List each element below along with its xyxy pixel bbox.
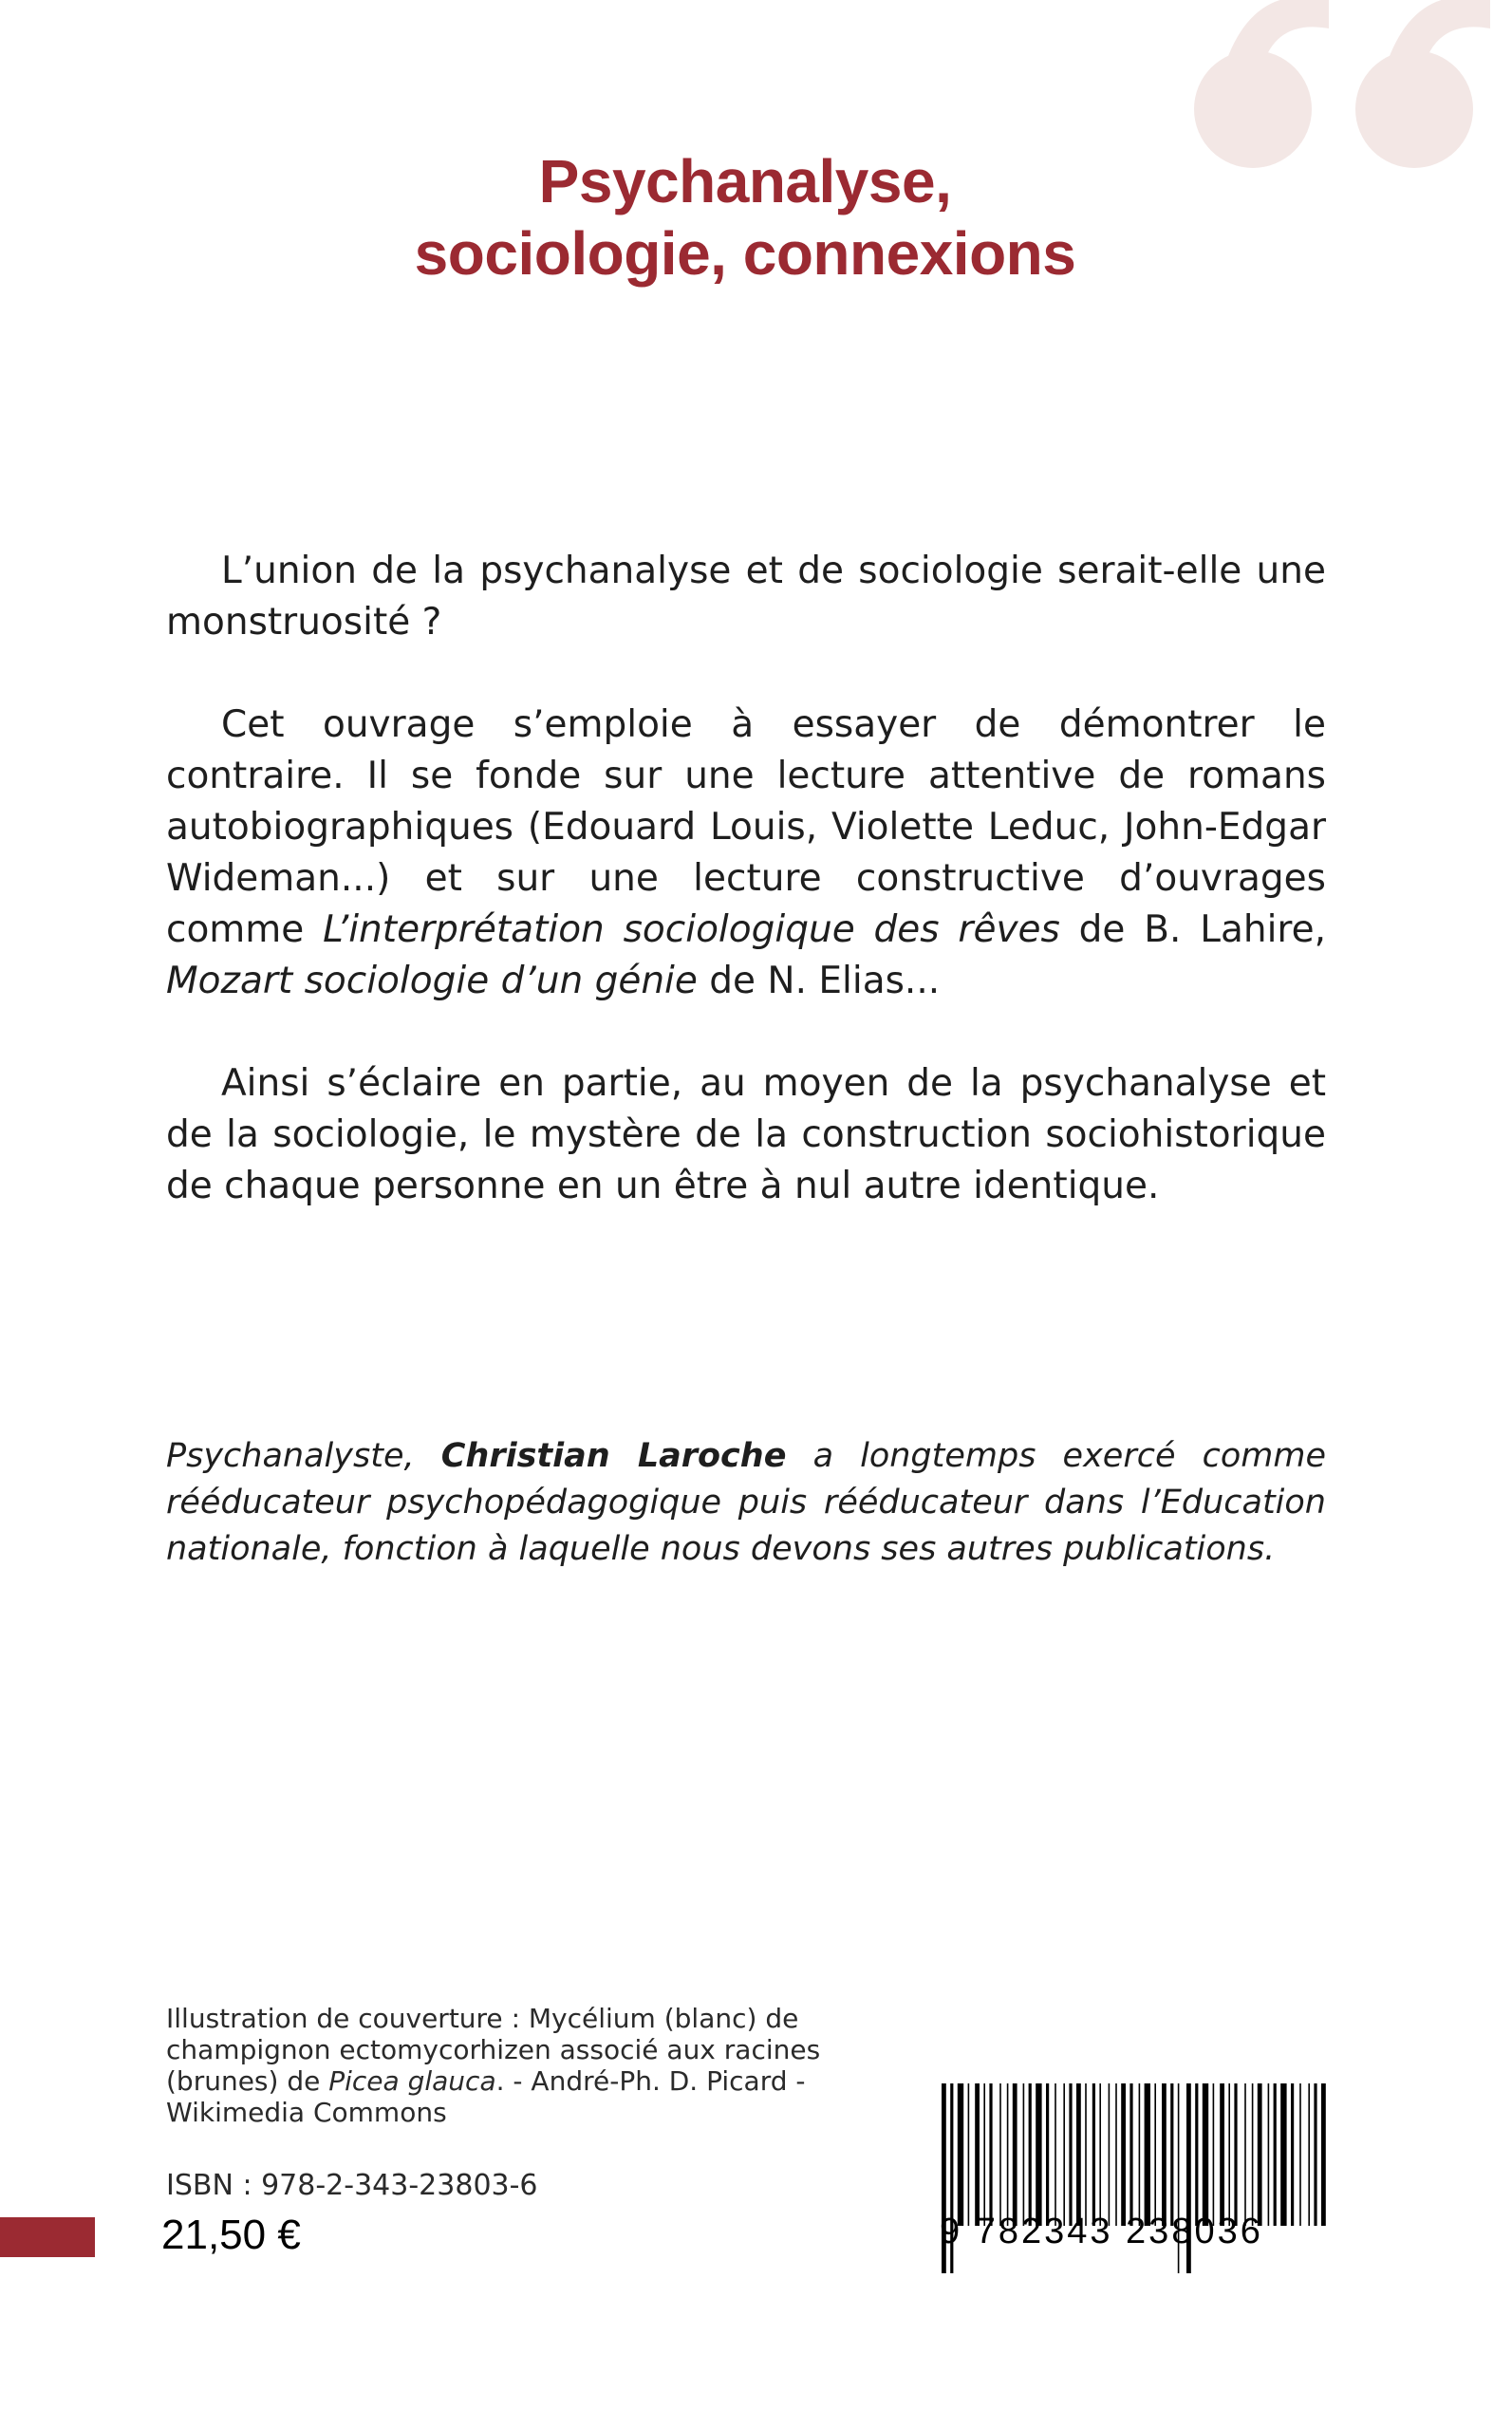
barcode-bar [1013,2083,1017,2226]
barcode-bar [1121,2083,1126,2226]
barcode-bar [1244,2083,1246,2226]
barcode-bar [1023,2083,1025,2226]
barcode-bar [1145,2083,1150,2226]
cover-credits-text-b: . - André-Ph. D. Picard - Wikimedia Commons [166,2065,806,2128]
barcode-bar [1069,2083,1072,2226]
barcode-bar [1007,2083,1009,2226]
blurb-p2-text-a: Cet ouvrage s’emploie à essayer de démontrer le contraire. Il se fonde sur une lecture attentive de romans autobiographiques (Edouard Louis, Violette Leduc, John-Edgar Wideman...) et sur une lecture constructive d’ouvrages comme [166,703,1326,951]
author-name: Christian Laroche [440,1437,787,1475]
blurb-p2-text-b: de B. Lahire, [1059,908,1326,951]
barcode-bar [1213,2083,1215,2226]
isbn: ISBN : 978-2-343-23803-6 [166,2169,538,2202]
barcode-bar [1291,2083,1294,2226]
barcode-bar [1092,2083,1095,2226]
barcode-bar [1115,2083,1117,2226]
barcode-bar [1321,2083,1326,2226]
cover-credits-text-a: Illustration de couverture : Mycélium (blanc) de champignon ectomycorhizen associé aux racines (brunes) de [166,2003,821,2097]
barcode-bar [1280,2083,1286,2226]
barcode-bar [1203,2083,1208,2226]
cover-credits [166,2003,849,2128]
barcode-bar [958,2083,963,2226]
barcode-bar [1029,2083,1032,2226]
barcode-bar [1109,2083,1111,2226]
blurb-paragraph-1: L’union de la psychanalyse et de sociologie serait-elle une monstruosité ? [166,550,1326,644]
book-reference-lahire: L’interprétation sociologique des rêves [323,908,1060,951]
barcode-bar [968,2083,970,2226]
barcode-bar [1139,2083,1141,2226]
barcode-bar [975,2083,980,2226]
blurb-paragraph-2 [166,700,1326,1007]
barcode-bar [1162,2083,1167,2226]
blurb [166,546,1326,1263]
barcode-bar [1170,2083,1173,2226]
author-bio [166,1433,1326,1573]
barcode-bar [1274,2083,1277,2226]
price: 21,50 € [161,2212,301,2258]
barcode-bar [1220,2083,1224,2226]
blurb-paragraph-3: Ainsi s’éclaire en partie, au moyen de la psychanalyse et de la sociologie, le mystère de la construction sociohistorique de chaque personne en un être à nul autre identique. [166,1062,1326,1207]
barcode-bar [989,2083,992,2226]
cover-credits-species: Picea glauca [328,2065,496,2097]
barcode-bar [1129,2083,1132,2226]
barcode-bar [1085,2083,1087,2226]
book-title-line-2: sociologie, connexions [414,218,1076,288]
barcode-bar [1046,2083,1049,2226]
barcode-bar [1234,2083,1237,2226]
book-reference-elias: Mozart sociologie d’un génie [166,960,698,1002]
barcode-bar [1195,2083,1198,2226]
barcode-bar [999,2083,1001,2226]
book-title [0,145,1490,289]
author-bio-rest: a longtemps exercé comme rééducateur psychopédagogique puis rééducateur dans l’Education nationale, fonction à laquelle nous devons ses autres publications. [166,1437,1326,1568]
barcode-bar [1258,2083,1262,2226]
barcode-bar [1314,2083,1316,2226]
author-bio-prefix: Psychanalyste, [166,1437,441,1475]
barcode-bar [983,2083,985,2226]
barcode-bar [1063,2083,1065,2226]
barcode-bar [1099,2083,1101,2226]
barcode-bar [1268,2083,1270,2226]
book-title-line-1: Psychanalyse, [538,146,952,215]
barcode-bar [1252,2083,1254,2226]
barcode-bar [1299,2083,1301,2226]
barcode-digits: 9 782343 238036 [940,2212,1263,2251]
barcode-bar [1036,2083,1041,2226]
blurb-p2-text-c: de N. Elias... [697,960,941,1002]
barcode-bar [1076,2083,1081,2226]
barcode-bar [1154,2083,1156,2226]
barcode-bar [1228,2083,1230,2226]
price-accent-bar [0,2217,95,2257]
barcode-bar [1055,2083,1056,2226]
barcode-bar [1308,2083,1310,2226]
